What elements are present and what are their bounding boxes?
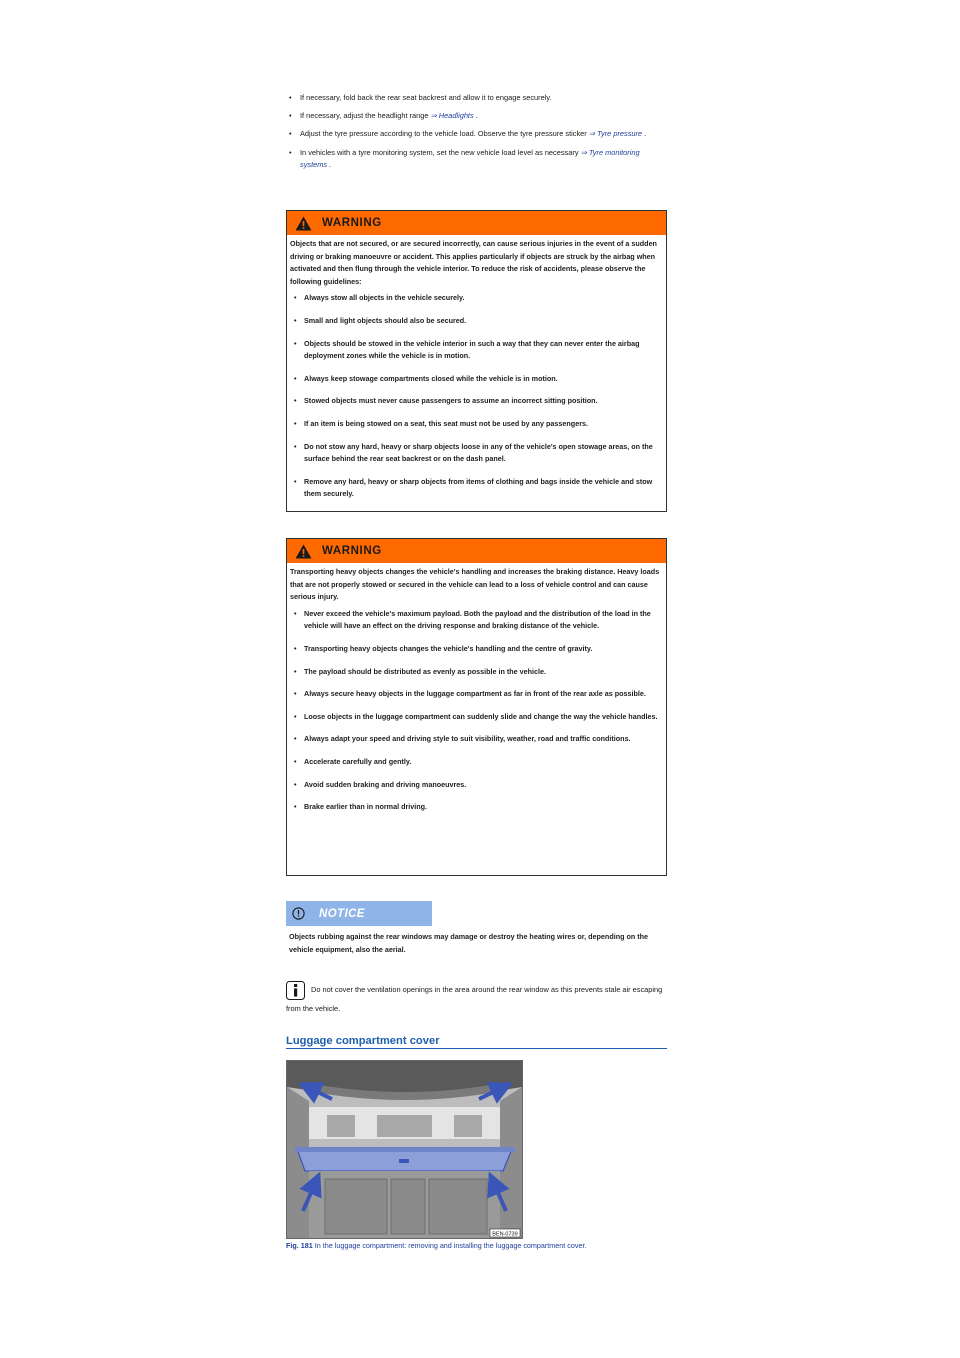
warning-box-heavy-objects <box>286 538 667 876</box>
warning-item: • The payload should be distributed as evenly as possible in the vehicle. <box>290 666 662 679</box>
bullet-tyre-pressure: • Adjust the tyre pressure according to the vehicle load. Observe the tyre pressure sticker ⇒ Tyre pressure . <box>286 128 667 141</box>
warning-triangle-icon <box>295 216 312 231</box>
section-title-luggage-cover: Luggage compartment cover <box>286 1035 667 1049</box>
notice-title: NOTICE <box>319 907 365 920</box>
info-icon <box>286 981 305 1000</box>
warning-item: • Always stow all objects in the vehicle securely. <box>290 292 662 305</box>
warning-item: • Do not stow any hard, heavy or sharp objects loose in any of the vehicle's open stowage areas, on the surface behind the rear seat backrest or on the dash panel. <box>290 441 662 466</box>
info-note <box>286 981 667 1018</box>
notice-exclamation-icon <box>292 907 305 920</box>
intro-bullets <box>286 92 667 177</box>
warning-title: WARNING <box>322 545 382 557</box>
notice-text: Objects rubbing against the rear windows may damage or destroy the heating wires or, depending on the vehicle equipment, also the aerial. <box>289 932 649 954</box>
link-tyre-monitoring[interactable]: ⇒ Tyre monitoring systems <box>300 147 640 170</box>
warning-item: • Always secure heavy objects in the luggage compartment as far in front of the rear axle as possible. <box>290 688 662 701</box>
warning-item: • Transporting heavy objects changes the vehicle's handling and the centre of gravity. <box>290 643 662 656</box>
warning-item: • Stowed objects must never cause passengers to assume an incorrect sitting position. <box>290 395 662 408</box>
figure-code: BEN-0739 <box>492 1231 518 1238</box>
warning-item: • Loose objects in the luggage compartment can suddenly slide and change the way the vehicle handles. <box>290 711 662 724</box>
notice-header <box>286 901 432 926</box>
warning-item: • Small and light objects should also be secured. <box>290 315 662 328</box>
bullet-tyre-monitoring: • In vehicles with a tyre monitoring system, set the new vehicle load level as necessary ⇒ Tyre monitoring systems . <box>286 147 667 172</box>
warning-triangle-icon <box>295 544 312 559</box>
warning-item: • Remove any hard, heavy or sharp objects from items of clothing and bags inside the vehicle and stow them securely. <box>290 476 662 501</box>
info-text: Do not cover the ventilation openings in the area around the rear window as this prevents stale air escaping from the vehicle. <box>286 985 663 1013</box>
warning-intro: Objects that are not secured, or are secured incorrectly, can cause serious injuries in the event of a sudden driving or braking manoeuvre or accident. This applies particularly if objects are struck by the airbag when activated and then flung through the vehicle interior. To reduce the risk of accidents, please observe the following guidelines: <box>290 239 657 286</box>
warning-intro: Transporting heavy objects changes the vehicle's handling and increases the braking distance. Heavy loads that are not properly stowed or secured in the vehicle can lead to a loss of vehicle control and can cause serious injury. <box>290 567 660 602</box>
bullet-fold-backrest: • If necessary, fold back the rear seat backrest and allow it to engage securely. <box>286 92 667 105</box>
warning-box-securing-objects <box>286 210 667 512</box>
figure-caption-text: In the luggage compartment: removing and installing the luggage compartment cover. <box>312 1241 587 1250</box>
link-headlights[interactable]: ⇒ Headlights <box>430 111 474 121</box>
warning-header <box>287 211 666 235</box>
warning-title: WARNING <box>322 217 382 229</box>
figure-caption <box>286 1241 686 1250</box>
warning-item: • Brake earlier than in normal driving. <box>290 801 662 814</box>
figure-luggage-cover <box>286 1060 523 1239</box>
figure-label: Fig. 181 <box>286 1241 313 1250</box>
link-tyre-pressure[interactable]: ⇒ Tyre pressure <box>588 129 643 139</box>
warning-item: • If an item is being stowed on a seat, this seat must not be used by any passengers. <box>290 418 662 431</box>
bullet-headlight-range: • If necessary, adjust the headlight range ⇒ Headlights . <box>286 110 667 123</box>
warning-item: • Avoid sudden braking and driving manoeuvres. <box>290 779 662 792</box>
warning-item: • Always adapt your speed and driving style to suit visibility, weather, road and traffic conditions. <box>290 733 662 746</box>
warning-header <box>287 539 666 563</box>
warning-item: • Objects should be stowed in the vehicle interior in such a way that they can never enter the airbag deployment zones while the vehicle is in motion. <box>290 338 662 363</box>
luggage-compartment-illustration <box>287 1061 522 1238</box>
warning-item: • Never exceed the vehicle's maximum payload. Both the payload and the distribution of the load in the vehicle will have an effect on the driving response and braking distance of the vehicle. <box>290 608 662 633</box>
warning-item: • Always keep stowage compartments closed while the vehicle is in motion. <box>290 373 662 386</box>
warning-item: • Accelerate carefully and gently. <box>290 756 662 769</box>
